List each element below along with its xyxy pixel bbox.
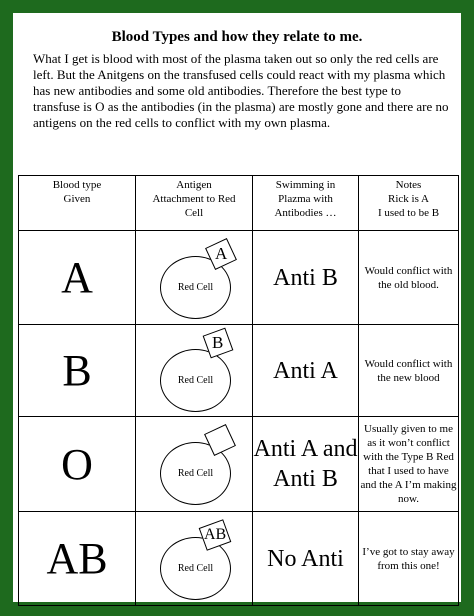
row-note: Would conflict with the old blood.: [359, 231, 459, 325]
header-blood-type: Blood type Given: [19, 176, 136, 231]
blood-type-label: O: [19, 417, 136, 512]
blood-type-label: B: [19, 325, 136, 417]
blood-type-table: [18, 175, 459, 606]
antigen-label: A: [214, 243, 228, 263]
plasma-antibodies: Anti A: [253, 325, 359, 417]
header-antigen: Antigen Attachment to Red Cell: [136, 176, 253, 231]
antigen-diagram: [136, 512, 253, 606]
intro-paragraph: What I get is blood with most of the plasma taken out so only the red cells are left. But the Anitgens on the transfused cells could react with my plasma which has new antibodies and some old antibodies. Therefore the best type to transfuse is O as the antibodies (in the plasma) are mostly gone and there are no antigens on the red cells to conflict with my own plasma.: [33, 51, 449, 130]
row-note: Would conflict with the new blood: [359, 325, 459, 417]
header-notes: Notes Rick is A I used to be B: [359, 176, 459, 231]
red-cell-circle: Red Cell: [160, 349, 231, 412]
header-plasma: Swimming in Plazma with Antibodies …: [253, 176, 359, 231]
plasma-antibodies: Anti A and Anti B: [253, 417, 359, 512]
table-row: [19, 512, 459, 606]
plasma-antibodies: No Anti: [253, 512, 359, 606]
antigen-diagram: [136, 417, 253, 512]
table-row: [19, 417, 459, 512]
document-page: [13, 13, 461, 602]
red-cell-circle: Red Cell: [160, 256, 231, 319]
antigen-diagram: [136, 231, 253, 325]
table-header-row: [19, 176, 459, 231]
table-row: [19, 325, 459, 417]
plasma-antibodies: Anti B: [253, 231, 359, 325]
blood-type-label: A: [19, 231, 136, 325]
table-row: [19, 231, 459, 325]
row-note: I’ve got to stay away from this one!: [359, 512, 459, 606]
red-cell-circle: Red Cell: [160, 442, 231, 505]
antigen-label: AB: [203, 525, 227, 543]
blood-type-label: AB: [19, 512, 136, 606]
antigen-label: B: [212, 332, 224, 352]
page-title: Blood Types and how they relate to me.: [111, 29, 363, 45]
red-cell-circle: Red Cell: [160, 537, 231, 600]
row-note: Usually given to me as it won’t conflict with the Type B Red that I used to have and the A I’m making now.: [359, 417, 459, 512]
antigen-diagram: [136, 325, 253, 417]
